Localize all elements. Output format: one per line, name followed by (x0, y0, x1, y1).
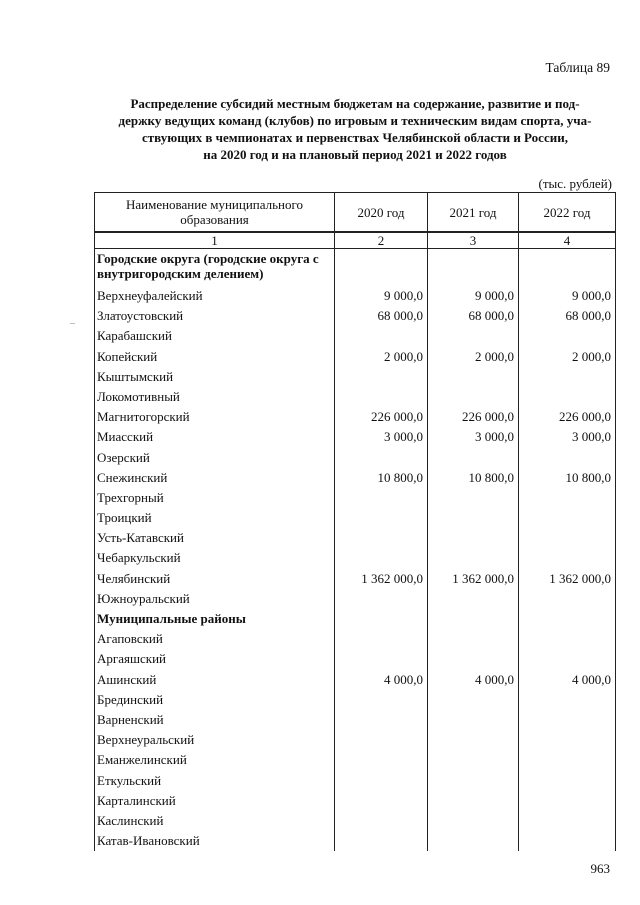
municipality-name: Катав-Ивановский (95, 831, 335, 851)
table-row (95, 811, 616, 831)
value-2021 (428, 791, 519, 811)
municipality-name: Копейский (95, 347, 335, 367)
value-2022 (519, 690, 616, 710)
value-2020 (335, 629, 428, 649)
value-2022 (519, 771, 616, 791)
table-row (95, 347, 616, 367)
value-2021 (428, 589, 519, 609)
municipality-name: Снежинский (95, 468, 335, 488)
title-line-3: ствующих в чемпионатах и первенствах Челябинской области и России, (142, 130, 568, 145)
value-2021: 10 800,0 (428, 468, 519, 488)
value-2022 (519, 589, 616, 609)
value-2020 (335, 710, 428, 730)
value-2020 (335, 771, 428, 791)
value-2022 (519, 387, 616, 407)
municipality-name: Ашинский (95, 670, 335, 690)
table-row (95, 407, 616, 427)
value-2021: 68 000,0 (428, 306, 519, 326)
value-2022: 68 000,0 (519, 306, 616, 326)
value-2021 (428, 548, 519, 568)
value-2021 (428, 448, 519, 468)
municipality-name: Локомотивный (95, 387, 335, 407)
value-2022 (519, 367, 616, 387)
municipality-name: Еткульский (95, 771, 335, 791)
value-2021: 3 000,0 (428, 427, 519, 447)
municipality-name: Троицкий (95, 508, 335, 528)
value-2021 (428, 771, 519, 791)
table-row (95, 730, 616, 750)
title-line-2: держку ведущих команд (клубов) по игровым и техническим видам спорта, уча- (118, 113, 592, 128)
municipality-name: Верхнеуральский (95, 730, 335, 750)
value-2022: 226 000,0 (519, 407, 616, 427)
municipality-name: Еманжелинский (95, 750, 335, 770)
column-number-row (95, 232, 616, 249)
value-2021 (428, 387, 519, 407)
value-2022 (519, 831, 616, 851)
value-2021 (428, 326, 519, 346)
value-2020: 68 000,0 (335, 306, 428, 326)
value-2021 (428, 831, 519, 851)
value-2020 (335, 367, 428, 387)
table-row (95, 690, 616, 710)
document-title (95, 95, 615, 163)
value-2022: 2 000,0 (519, 347, 616, 367)
value-2021 (428, 649, 519, 669)
municipality-name: Усть-Катавский (95, 528, 335, 548)
value-2020 (335, 326, 428, 346)
municipality-name: Озерский (95, 448, 335, 468)
subsidy-table (94, 192, 616, 851)
table-row (95, 649, 616, 669)
section-districts-label: Муниципальные районы (95, 609, 335, 629)
value-2020 (335, 750, 428, 770)
municipality-name: Трехгорный (95, 488, 335, 508)
value-2021: 1 362 000,0 (428, 569, 519, 589)
value-2020 (335, 649, 428, 669)
value-2020: 9 000,0 (335, 286, 428, 306)
table-row (95, 387, 616, 407)
value-2022 (519, 730, 616, 750)
table-header-row (95, 193, 616, 233)
value-2022: 9 000,0 (519, 286, 616, 306)
value-2020 (335, 589, 428, 609)
units-label: (тыс. рублей) (538, 176, 612, 191)
value-2021 (428, 750, 519, 770)
municipality-name: Агаповский (95, 629, 335, 649)
value-2020: 2 000,0 (335, 347, 428, 367)
municipality-name: Магнитогорский (95, 407, 335, 427)
value-2020 (335, 811, 428, 831)
value-2021 (428, 488, 519, 508)
value-2022: 1 362 000,0 (519, 569, 616, 589)
value-2022: 3 000,0 (519, 427, 616, 447)
value-2020: 226 000,0 (335, 407, 428, 427)
value-2020 (335, 831, 428, 851)
value-2022: 4 000,0 (519, 670, 616, 690)
col-number-3: 3 (428, 232, 519, 249)
table-row (95, 326, 616, 346)
table-row (95, 629, 616, 649)
header-name: Наименование муниципального образования (95, 193, 335, 233)
municipality-name: Брединский (95, 690, 335, 710)
municipality-name: Каслинский (95, 811, 335, 831)
municipality-name: Златоустовский (95, 306, 335, 326)
value-2022 (519, 750, 616, 770)
table-row (95, 771, 616, 791)
table-row (95, 468, 616, 488)
value-2022 (519, 488, 616, 508)
value-2020 (335, 448, 428, 468)
value-2022 (519, 528, 616, 548)
table-row (95, 670, 616, 690)
value-2022 (519, 710, 616, 730)
value-2022 (519, 448, 616, 468)
title-line-4: на 2020 год и на плановый период 2021 и 2022 годов (203, 147, 507, 162)
value-2021 (428, 690, 519, 710)
table-row (95, 508, 616, 528)
page-number: 963 (590, 861, 610, 876)
value-2022 (519, 326, 616, 346)
value-2021 (428, 367, 519, 387)
municipality-name: Чебаркульский (95, 548, 335, 568)
municipality-name: Карталинский (95, 791, 335, 811)
municipality-name: Варненский (95, 710, 335, 730)
table-row (95, 286, 616, 306)
value-2021 (428, 811, 519, 831)
section-urban-label: Городские округа (городские округа с внутригородским делением) (95, 249, 335, 287)
header-2022: 2022 год (519, 193, 616, 233)
table-row (95, 448, 616, 468)
value-2020: 10 800,0 (335, 468, 428, 488)
table-row (95, 750, 616, 770)
section-districts-row (95, 609, 616, 629)
table-row (95, 488, 616, 508)
value-2021: 2 000,0 (428, 347, 519, 367)
value-2020 (335, 690, 428, 710)
municipality-name: Карабашский (95, 326, 335, 346)
value-2021 (428, 710, 519, 730)
value-2022 (519, 811, 616, 831)
value-2022 (519, 791, 616, 811)
table-row (95, 427, 616, 447)
table-row (95, 367, 616, 387)
value-2020: 1 362 000,0 (335, 569, 428, 589)
value-2021: 226 000,0 (428, 407, 519, 427)
municipality-name: Миасский (95, 427, 335, 447)
header-2020: 2020 год (335, 193, 428, 233)
value-2021: 9 000,0 (428, 286, 519, 306)
value-2020 (335, 528, 428, 548)
table-row (95, 831, 616, 851)
table-row (95, 791, 616, 811)
value-2020 (335, 488, 428, 508)
margin-mark: – (70, 318, 75, 329)
value-2020: 4 000,0 (335, 670, 428, 690)
value-2020 (335, 508, 428, 528)
value-2020 (335, 730, 428, 750)
value-2020 (335, 548, 428, 568)
value-2021 (428, 629, 519, 649)
municipality-name: Кыштымский (95, 367, 335, 387)
value-2021 (428, 730, 519, 750)
municipality-name: Южноуральский (95, 589, 335, 609)
value-2022 (519, 629, 616, 649)
section-urban-row (95, 249, 616, 287)
table-row (95, 589, 616, 609)
value-2021 (428, 508, 519, 528)
value-2020 (335, 791, 428, 811)
value-2020: 3 000,0 (335, 427, 428, 447)
value-2022 (519, 548, 616, 568)
municipality-name: Верхнеуфалейский (95, 286, 335, 306)
table-row (95, 528, 616, 548)
col-number-4: 4 (519, 232, 616, 249)
value-2022 (519, 508, 616, 528)
table-label: Таблица 89 (545, 60, 610, 75)
municipality-name: Челябинский (95, 569, 335, 589)
value-2022: 10 800,0 (519, 468, 616, 488)
value-2021: 4 000,0 (428, 670, 519, 690)
table-row (95, 548, 616, 568)
value-2022 (519, 649, 616, 669)
municipality-name: Аргаяшский (95, 649, 335, 669)
col-number-2: 2 (335, 232, 428, 249)
header-2021: 2021 год (428, 193, 519, 233)
value-2021 (428, 528, 519, 548)
value-2020 (335, 387, 428, 407)
table-row (95, 569, 616, 589)
title-line-1: Распределение субсидий местным бюджетам на содержание, развитие и под- (130, 96, 580, 111)
col-number-1: 1 (95, 232, 335, 249)
table-row (95, 306, 616, 326)
table-row (95, 710, 616, 730)
